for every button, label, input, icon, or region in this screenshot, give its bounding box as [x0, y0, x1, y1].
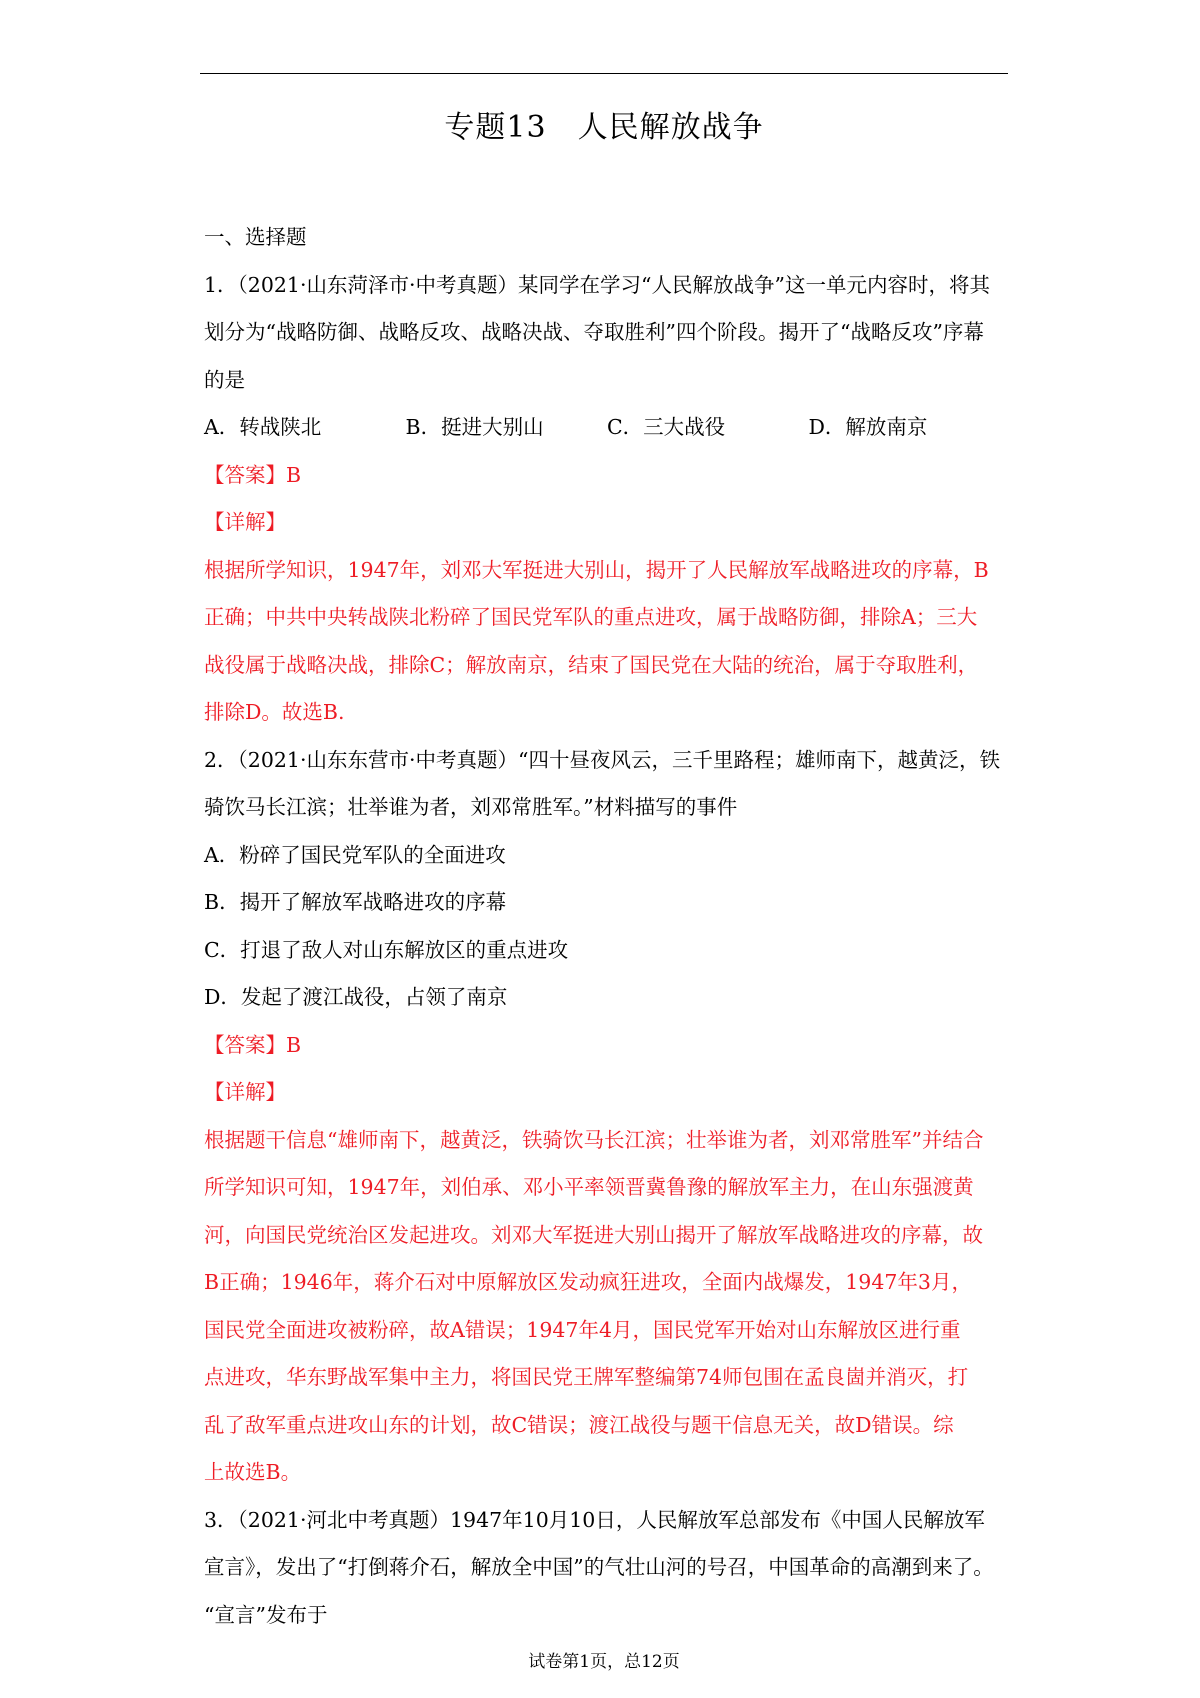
question-2-detail-line: 根据题干信息“雄师南下，越黄泛，铁骑饮马长江滨；壮举谁为者，刘邓常胜军”并结合 [204, 1127, 984, 1152]
page-footer: 试卷第1页，总12页 [528, 1652, 680, 1672]
option-a: A．转战陕北 [204, 415, 322, 439]
question-2-answer: 【答案】B [204, 1032, 302, 1057]
option-b: B．挺进大别山 [405, 415, 544, 439]
header-rule [200, 73, 1008, 74]
page-title: 专题13 人民解放战争 [444, 110, 764, 145]
question-3-line: 宣言》，发出了“打倒蒋介石，解放全中国”的气壮山河的号召，中国革命的高潮到来了。 [204, 1555, 994, 1579]
question-2-option-a: A．粉碎了国民党军队的全面进攻 [204, 842, 506, 867]
question-2-detail-line: 乱了敌军重点进攻山东的计划，故C错误；渡江战役与题干信息无关，故D错误。综 [204, 1412, 954, 1437]
document-body [204, 214, 1010, 1639]
option-c: C．三大战役 [607, 415, 726, 439]
question-2-option-b: B．揭开了解放军战略进攻的序幕 [204, 890, 507, 914]
question-2-option-d: D．发起了渡江战役，占领了南京 [204, 985, 508, 1009]
question-2-option-c: C．打退了敌人对山东解放区的重点进攻 [204, 937, 569, 962]
question-1-line: 的是 [204, 367, 245, 392]
question-2-detail-line: 上故选B。 [204, 1460, 302, 1484]
question-2-detail-line: B正确；1946年，蒋介石对中原解放区发动疯狂进攻，全面内战爆发，1947年3月， [204, 1270, 972, 1294]
question-3-line: 3．（2021·河北中考真题）1947年10月10日，人民解放军总部发布《中国人民解放军 [204, 1507, 985, 1532]
question-2-detail-line: 所学知识可知，1947年，刘伯承、邓小平率领晋冀鲁豫的解放军主力，在山东强渡黄 [204, 1175, 974, 1199]
option-d: D．解放南京 [808, 415, 928, 439]
question-1-line: 1．（2021·山东菏泽市·中考真题）某同学在学习“人民解放战争”这一单元内容时，将其 [204, 272, 990, 297]
question-1-detail-line: 排除D。故选B. [204, 700, 345, 724]
question-1-detail-line: 正确；中共中央转战陕北粉碎了国民党军队的重点进攻，属于战略防御，排除A；三大 [204, 605, 978, 629]
question-1-detail-line: 战役属于战略决战，排除C；解放南京，结束了国民党在大陆的统治，属于夺取胜利， [204, 652, 979, 677]
question-2-detail-line: 国民党全面进攻被粉碎，故A错误；1947年4月，国民党军开始对山东解放区进行重 [204, 1317, 961, 1342]
question-2-detail-line: 河，向国民党统治区发起进攻。刘邓大军挺进大别山揭开了解放军战略进攻的序幕，故 [204, 1222, 983, 1247]
question-1-detail-line: 根据所学知识，1947年，刘邓大军挺进大别山，揭开了人民解放军战略进攻的序幕，B [204, 557, 989, 582]
question-1-options [204, 404, 1010, 452]
question-2-detail-label: 【详解】 [204, 1080, 286, 1104]
question-3-line: “宣言”发布于 [204, 1602, 328, 1627]
section-heading: 一、选择题 [204, 225, 307, 249]
question-1-detail-label: 【详解】 [204, 510, 286, 534]
question-2-line: 2．（2021·山东东营市·中考真题）“四十昼夜风云，三千里路程；雄师南下，越黄泛，铁 [204, 747, 1000, 772]
question-2-detail-line: 点进攻，华东野战军集中主力，将国民党王牌军整编第74师包围在孟良崮并消灭，打 [204, 1365, 969, 1389]
question-1-line: 划分为“战略防御、战略反攻、战略决战、夺取胜利”四个阶段。揭开了“战略反攻”序幕 [204, 320, 984, 344]
question-2-line: 骑饮马长江滨；壮举谁为者，刘邓常胜军。”材料描写的事件 [204, 795, 738, 819]
question-1-answer: 【答案】B [204, 462, 302, 487]
